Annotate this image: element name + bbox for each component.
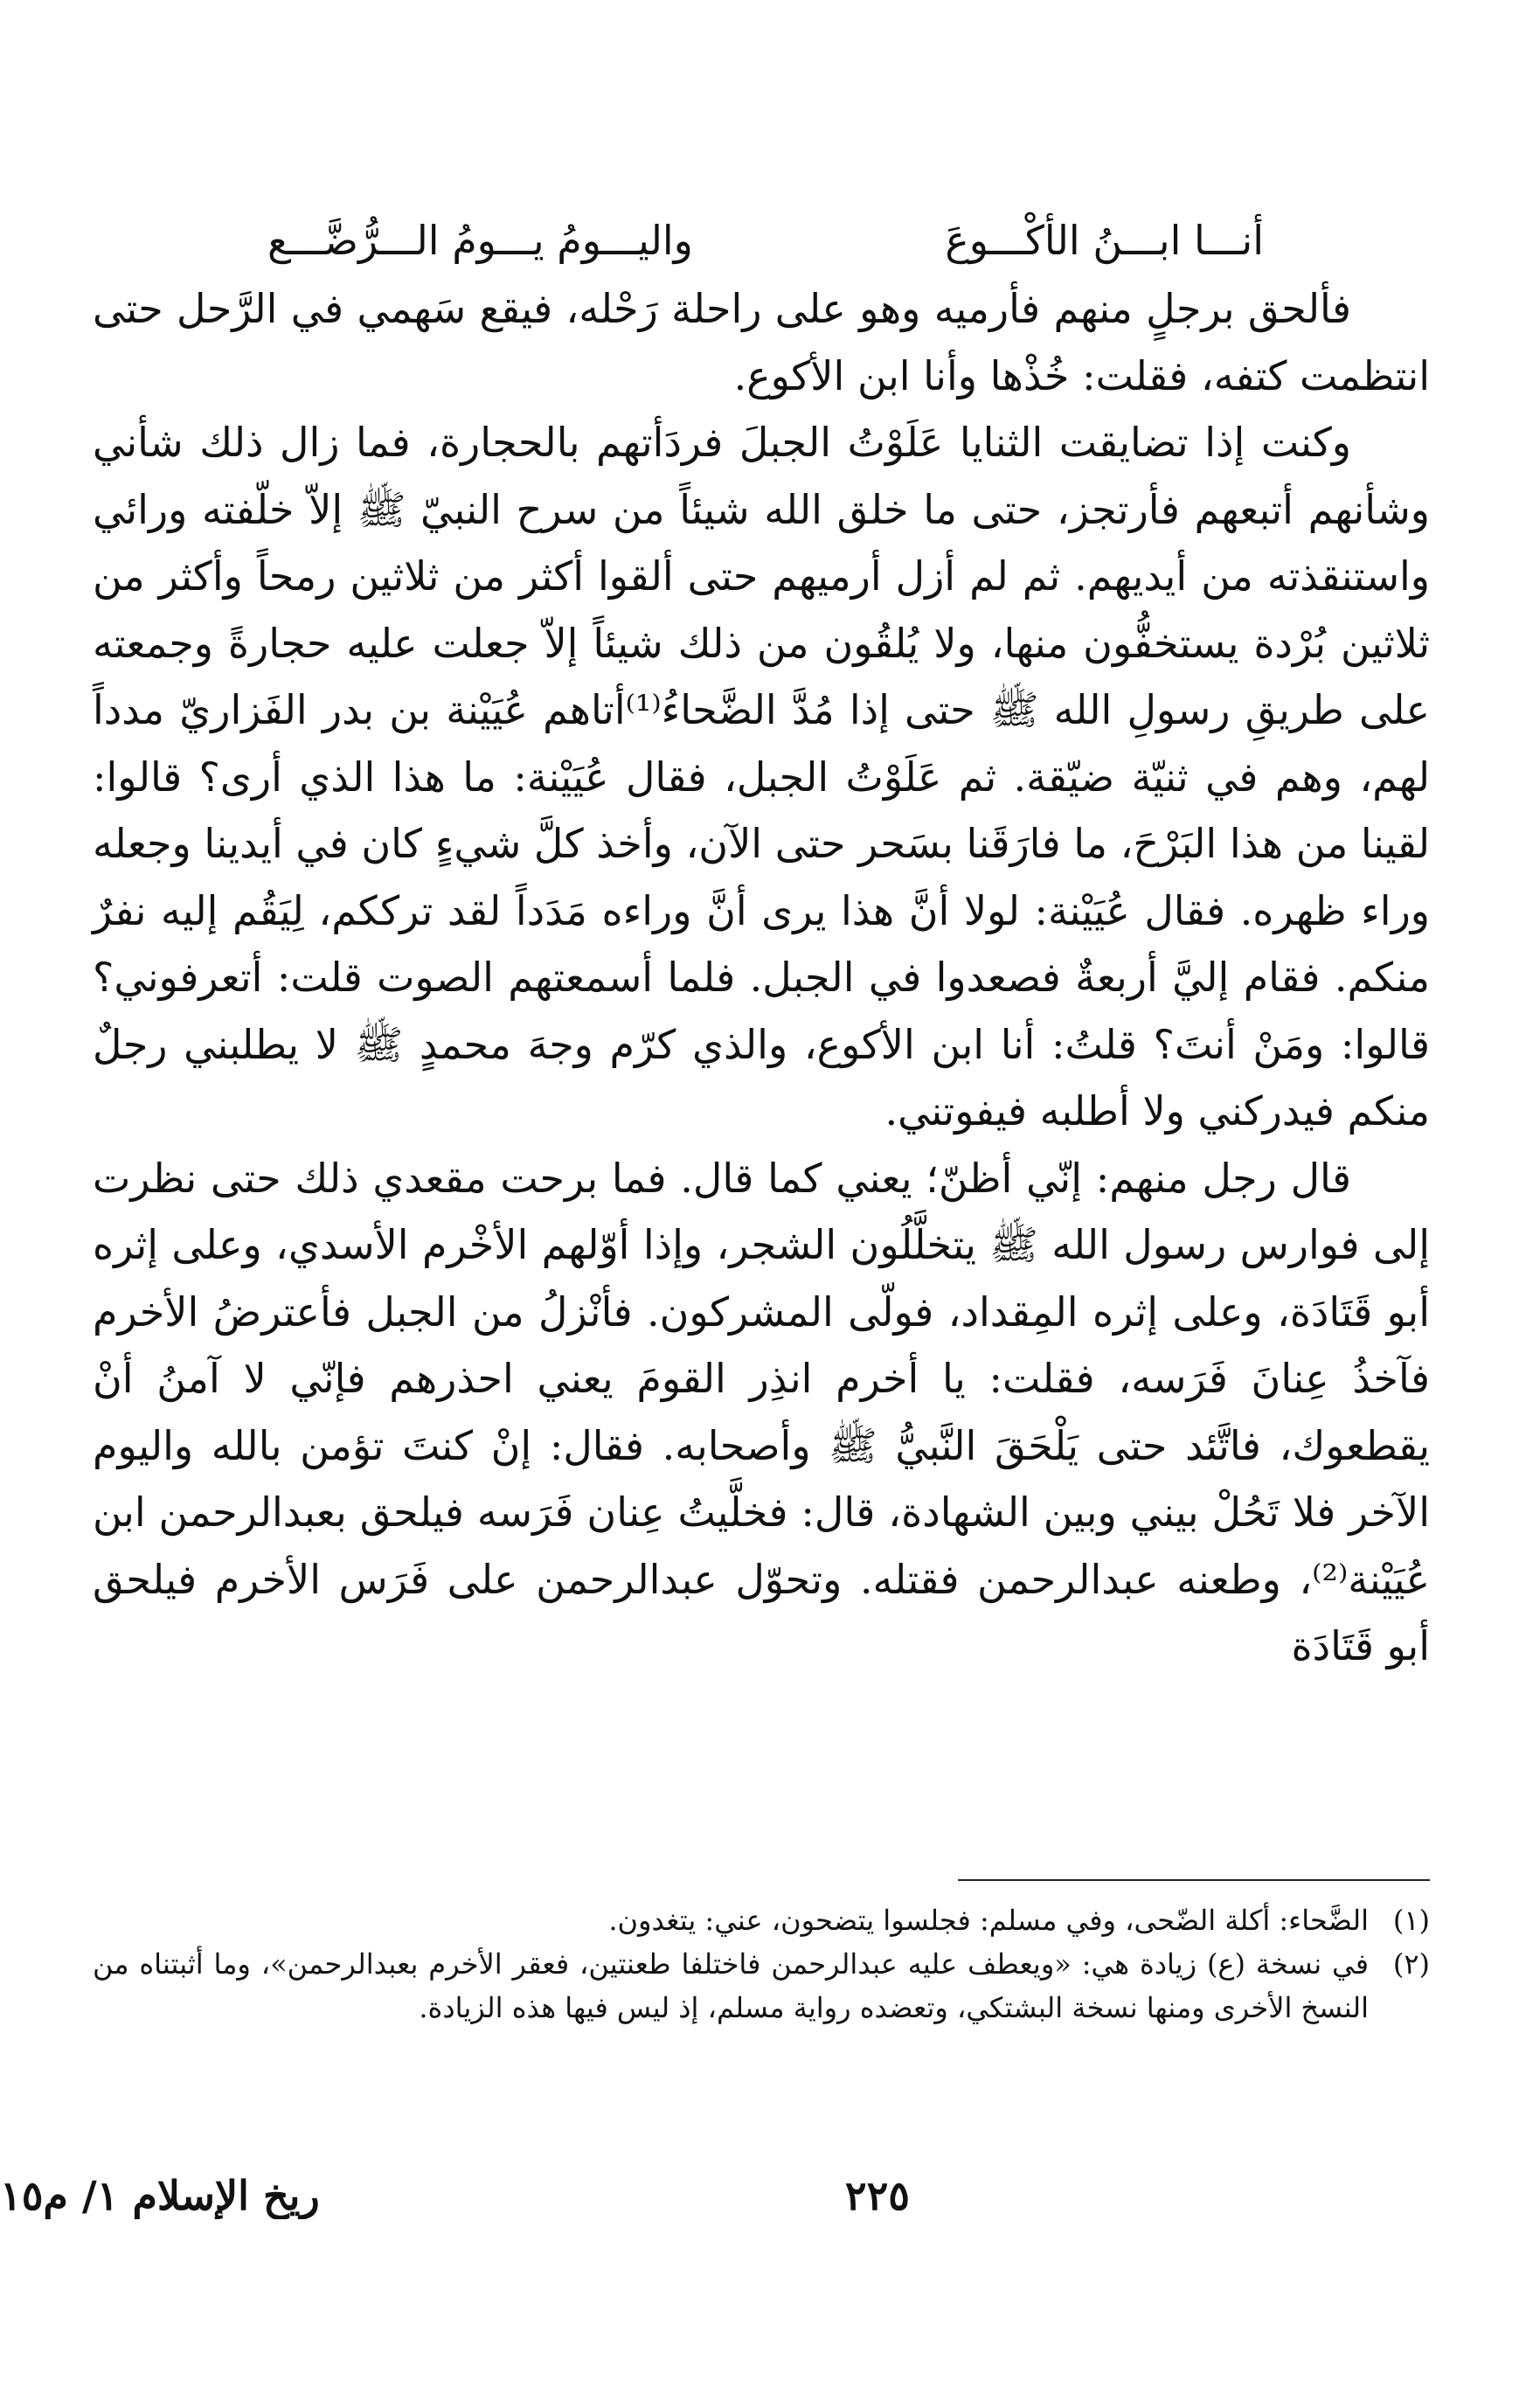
footnote-number: (٢): [1392, 1947, 1430, 1981]
book-signature: ريخ الإسلام ١/ م١٥: [0, 2172, 320, 2219]
footnote-separator: [958, 1879, 1430, 1881]
paragraph-2: وكنت إذا تضايقت الثنايا عَلَوْتُ الجبلَ فردَأتهم بالحجارة، فما زال ذلك شأني وشأنهم أتبعهم فأرتجز، حتى ما خلق الله شيئاً من سرح النبيّ ﷺ إلاّ خلّفته ورائي واستنقذته من أيديهم. ثم لم أزل أرميهم حتى ألقوا أكثر من ثلاثين رمحاً وأكثر من ثلاثين بُرْدة يستخفُّون منها، ولا يُلقُون من ذلك شيئاً إلاّ جعلت عليه حجارةً وجمعته على طريقِ رسولِ الله ﷺ حتى إذا مُدَّ الضَّحاءُ⁽¹⁾أتاهم عُيَيْنة بن بدر الفَزاريّ مدداً لهم، وهم في ثنيّة ضيّقة. ثم عَلَوْتُ الجبل، فقال عُيَيْنة: ما هذا الذي أرى؟ قالوا: لقينا من هذا البَرْحَ، ما فارَقَنا بسَحر حتى الآن، وأخذ كلَّ شيءٍ كان في أيدينا وجعله وراء ظهره. فقال عُيَيْنة: لولا أنَّ هذا يرى أنَّ وراءه مَدَداً لقد ترككم، لِيَقُم إليه نفرٌ منكم. فقام إليَّ أربعةٌ فصعدوا في الجبل. فلما أسمعتهم الصوت قلت: أتعرفوني؟ قالوا: ومَنْ أنتَ؟ قلتُ: أنا ابن الأكوع، والذي كرّم وجهَ محمدٍ ﷺ لا يطلبني رجلٌ منكم فيدركني ولا أطلبه فيفوتني.: [93, 419, 1430, 1135]
page-number: ٢٢٥: [844, 2172, 910, 2219]
poem-verse: [267, 205, 1264, 275]
verse-hemistich-second: واليـــومُ يـــومُ الـــرُّضَّـــع: [267, 217, 693, 264]
footnote-number: (١): [1392, 1904, 1430, 1937]
paragraph-3: قال رجل منهم: إنّي أظنّ؛ يعني كما قال. فما برحت مقعدي ذلك حتى نظرت إلى فوارس رسول الله ﷺ يتخلَّلُون الشجر، وإذا أوّلهم الأخْرم الأسدي، وعلى إثره أبو قَتَادَة، وعلى إثره المِقداد، فولّى المشركون. فأنْزلُ من الجبل فأعترضُ الأخرم فآخذُ عِنانَ فَرَسه، فقلت: يا أخرم انذِر القومَ يعني احذرهم فإنّي لا آمنُ أنْ يقطعوك، فاتَّئد حتى يَلْحَقَ النَّبيُّ ﷺ وأصحابه. فقال: إنْ كنتَ تؤمن بالله واليوم الآخر فلا تَحُلْ بيني وبين الشهادة، قال: فخلَّيتُ عِنان فَرَسه فيلحق بعبدالرحمن ابن عُيَيْنة⁽²⁾، وطعنه عبدالرحمن فقتله. وتحوّل عبدالرحمن على فَرَس الأخرم فيلحق أبو قَتَادَة: [93, 1154, 1430, 1669]
paragraph-1: فألحق برجلٍ منهم فأرميه وهو على راحلة رَحْله، فيقع سَهمي في الرَّحل حتى انتظمت كتفه، فقلت: خُذْها وأنا ابن الأكوع.: [93, 285, 1430, 399]
footnote-text: في نسخة (ع) زيادة هي: «ويعطف عليه عبدالرحمن فاختلفا طعنتين، فعقر الأخرم بعبدالرحمن»، وما أثبتناه من النسخ الأخرى ومنها نسخة البشتكي، وتعضده رواية مسلم، إذ ليس فيها هذه الزيادة.: [93, 1947, 1370, 2024]
footnotes: [93, 1898, 1430, 2030]
verse-hemistich-first: أنـــا ابـــنُ الأكْـــوعَ: [945, 217, 1264, 264]
main-text: [93, 275, 1430, 1680]
footnote-2: [93, 1942, 1430, 2030]
footnote-text: الضَّحاء: أكلة الضّحى، وفي مسلم: فجلسوا يتضحون، عني: يتغدون.: [608, 1904, 1369, 1937]
footnote-1: [93, 1898, 1430, 1942]
